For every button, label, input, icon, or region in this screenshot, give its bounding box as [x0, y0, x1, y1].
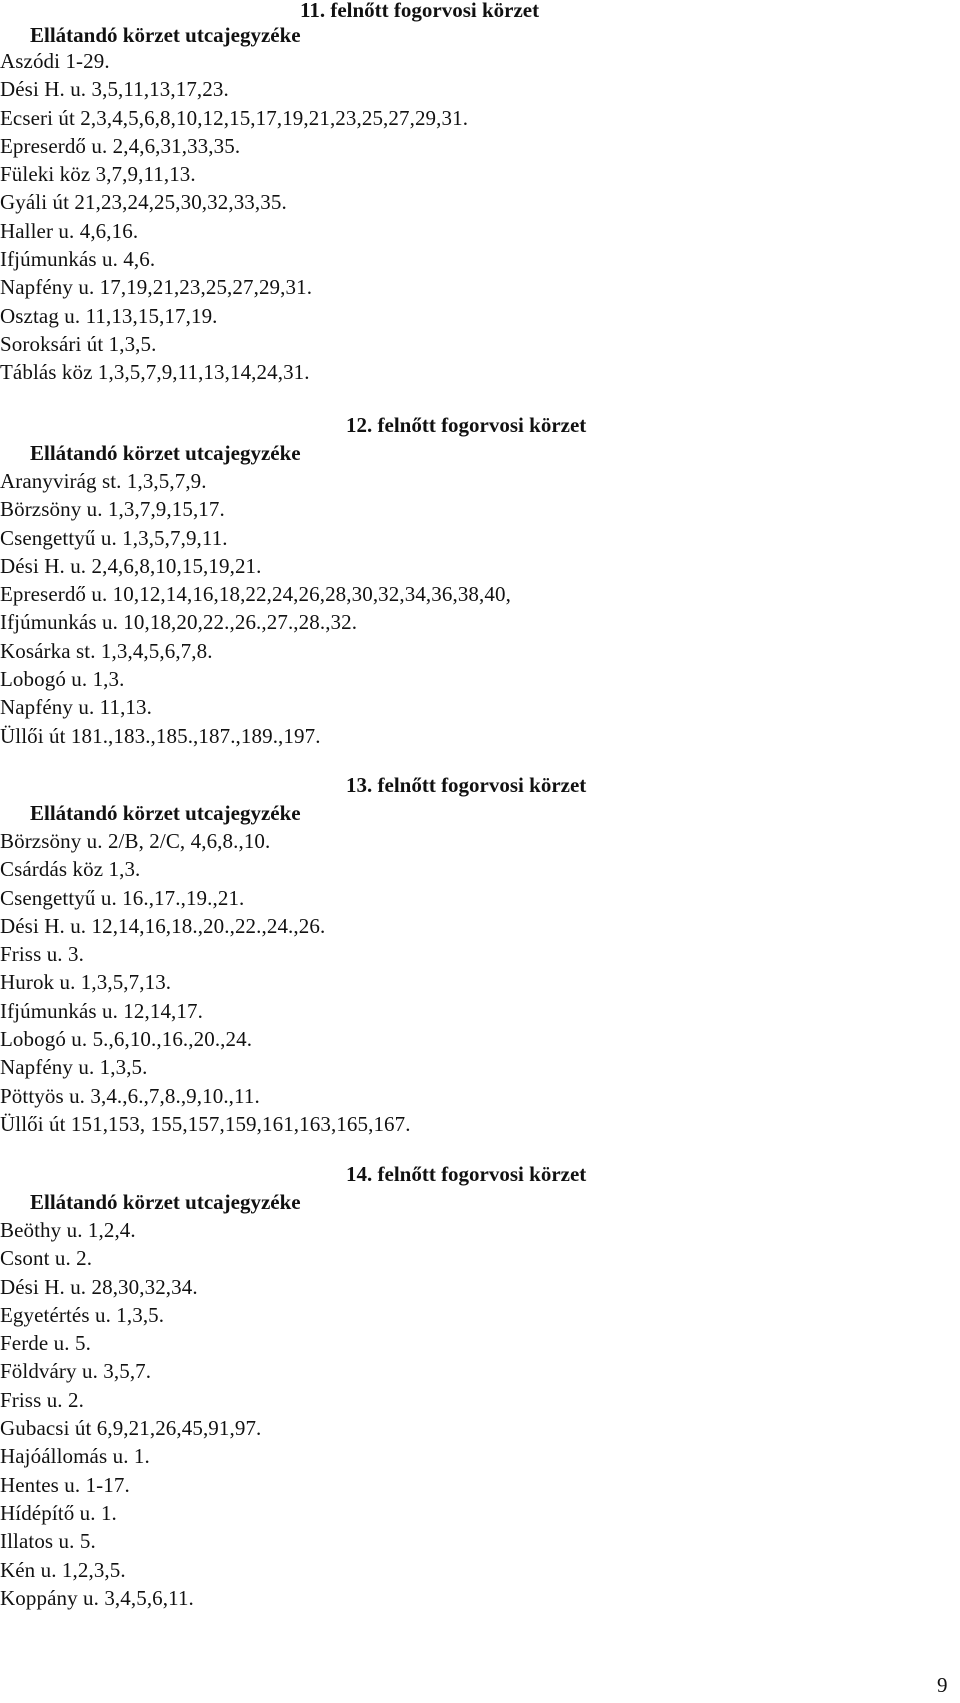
list-item: Koppány u. 3,4,5,6,11.	[0, 1585, 194, 1610]
list-item: Pöttyös u. 3,4.,6.,7,8.,9,10.,11.	[0, 1083, 260, 1108]
list-item: Aszódi 1-29.	[0, 49, 110, 73]
list-item: Hajóállomás u. 1.	[0, 1444, 150, 1469]
list-heading: Ellátandó körzet utcajegyzéke	[30, 23, 301, 47]
list-item: Epreserdő u. 10,12,14,16,18,22,24,26,28,30,32,34,36,38,40,	[0, 582, 511, 607]
list-item: Ecseri út 2,3,4,5,6,8,10,12,15,17,19,21,23,25,27,29,31.	[0, 105, 469, 130]
list-item: Földváry u. 3,5,7.	[0, 1359, 152, 1384]
list-item: Csengettyű u. 1,3,5,7,9,11.	[0, 525, 228, 550]
list-item: Csárdás köz 1,3.	[0, 857, 141, 882]
list-item: Illatos u. 5.	[0, 1529, 96, 1554]
list-item: Dési H. u. 3,5,11,13,17,23.	[0, 77, 229, 102]
list-heading: Ellátandó körzet utcajegyzéke	[30, 801, 301, 825]
list-item: Börzsöny u. 2/B, 2/C, 4,6,8.,10.	[0, 829, 271, 853]
list-item: Napfény u. 11,13.	[0, 695, 152, 720]
list-item: Csont u. 2.	[0, 1246, 93, 1271]
list-item: Dési H. u. 28,30,32,34.	[0, 1274, 198, 1299]
street-list	[0, 467, 511, 750]
street-list	[0, 47, 468, 387]
district-title: 13. felnőtt fogorvosi körzet	[346, 773, 587, 797]
page-number: 9	[937, 1673, 948, 1697]
list-item: Kosárka st. 1,3,4,5,6,7,8.	[0, 638, 213, 663]
list-item: Beöthy u. 1,2,4.	[0, 1218, 136, 1242]
district-title: 12. felnőtt fogorvosi körzet	[346, 413, 587, 437]
list-item: Hurok u. 1,3,5,7,13.	[0, 970, 172, 995]
list-item: Napfény u. 1,3,5.	[0, 1055, 148, 1080]
list-item: Lobogó u. 5.,6,10.,16.,20.,24.	[0, 1027, 253, 1052]
list-item: Hentes u. 1-17.	[0, 1472, 130, 1497]
list-item: Egyetértés u. 1,3,5.	[0, 1302, 165, 1327]
list-item: Börzsöny u. 1,3,7,9,15,17.	[0, 497, 225, 522]
list-heading: Ellátandó körzet utcajegyzéke	[30, 1190, 301, 1214]
list-item: Napfény u. 17,19,21,23,25,27,29,31.	[0, 275, 313, 300]
list-item: Aranyvirág st. 1,3,5,7,9.	[0, 469, 207, 493]
list-item: Ifjúmunkás u. 10,18,20,22.,26.,27.,28.,32.	[0, 610, 358, 635]
list-item: Gyáli út 21,23,24,25,30,32,33,35.	[0, 190, 287, 215]
list-item: Friss u. 3.	[0, 942, 84, 967]
list-item: Üllői út 181.,183.,185.,187.,189.,197.	[0, 723, 321, 748]
list-item: Ferde u. 5.	[0, 1331, 91, 1356]
list-item: Hídépítő u. 1.	[0, 1500, 117, 1525]
list-item: Haller u. 4,6,16.	[0, 218, 139, 243]
list-item: Dési H. u. 2,4,6,8,10,15,19,21.	[0, 553, 262, 578]
list-item: Osztag u. 11,13,15,17,19.	[0, 303, 218, 328]
district-title: 11. felnőtt fogorvosi körzet	[300, 0, 540, 22]
list-item: Lobogó u. 1,3.	[0, 667, 125, 692]
street-list	[0, 827, 411, 1138]
list-item: Füleki köz 3,7,9,11,13.	[0, 162, 196, 187]
list-item: Gubacsi út 6,9,21,26,45,91,97.	[0, 1416, 262, 1441]
list-item: Soroksári út 1,3,5.	[0, 331, 157, 356]
district-title: 14. felnőtt fogorvosi körzet	[346, 1162, 587, 1186]
list-item: Epreserdő u. 2,4,6,31,33,35.	[0, 133, 241, 158]
list-heading: Ellátandó körzet utcajegyzéke	[30, 441, 301, 465]
list-item: Ifjúmunkás u. 12,14,17.	[0, 998, 203, 1023]
list-item: Csengettyű u. 16.,17.,19.,21.	[0, 885, 245, 910]
list-item: Üllői út 151,153, 155,157,159,161,163,165,167.	[0, 1111, 411, 1136]
list-item: Ifjúmunkás u. 4,6.	[0, 247, 156, 272]
list-item: Friss u. 2.	[0, 1387, 84, 1412]
street-list	[0, 1216, 261, 1612]
list-item: Táblás köz 1,3,5,7,9,11,13,14,24,31.	[0, 360, 310, 385]
list-item: Kén u. 1,2,3,5.	[0, 1557, 126, 1582]
list-item: Dési H. u. 12,14,16,18.,20.,22.,24.,26.	[0, 913, 326, 938]
